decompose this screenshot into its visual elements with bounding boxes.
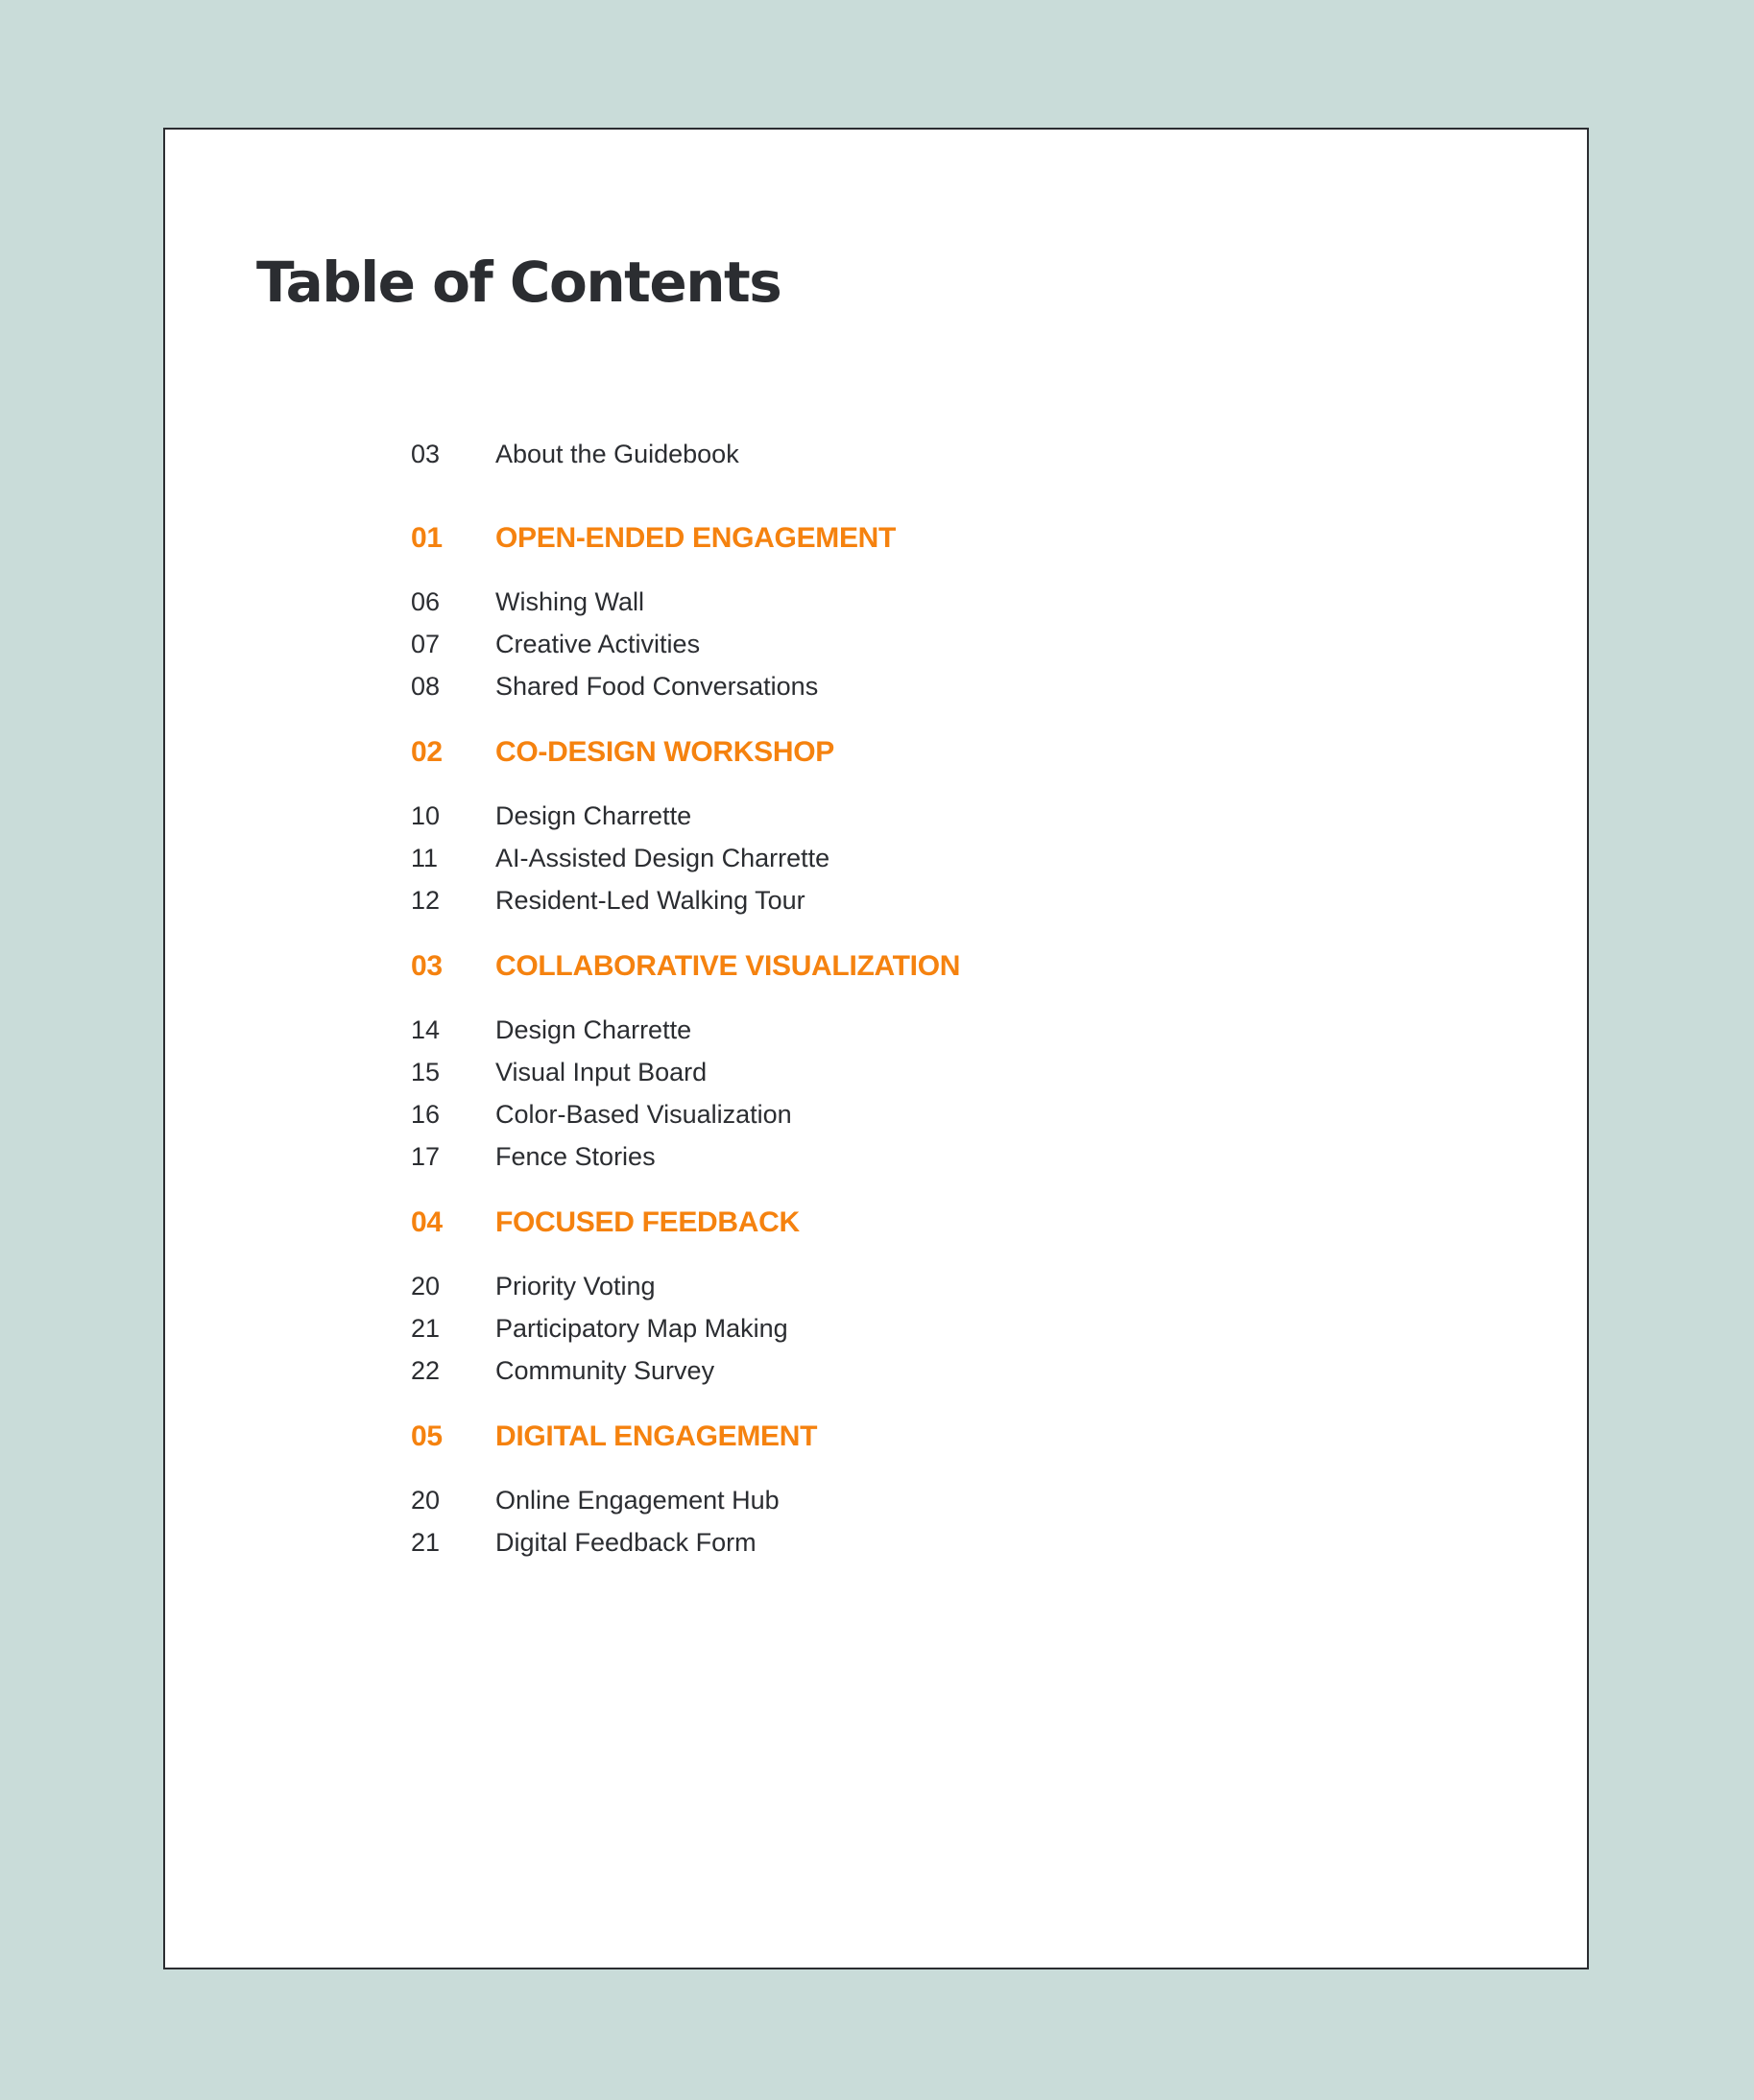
toc-page-number: 06 <box>411 587 441 616</box>
toc-entry-label: Design Charrette <box>495 1015 692 1044</box>
page-title: Table of Contents <box>256 250 781 315</box>
toc-page-number: 08 <box>411 672 441 701</box>
section-number: 04 <box>411 1206 443 1238</box>
toc-entry[interactable] <box>411 1349 1467 1392</box>
section-title: OPEN-ENDED ENGAGEMENT <box>495 522 897 554</box>
toc-entry-label: AI-Assisted Design Charrette <box>495 844 830 872</box>
toc-entry[interactable] <box>411 879 1467 921</box>
toc-entry-label: Participatory Map Making <box>495 1314 788 1343</box>
toc-section-heading[interactable] <box>411 729 1467 776</box>
toc-page-number: 12 <box>411 886 441 915</box>
section-number: 03 <box>411 950 443 982</box>
toc-entry[interactable] <box>411 623 1467 665</box>
section-title: COLLABORATIVE VISUALIZATION <box>495 950 961 982</box>
toc-page-number: 11 <box>411 844 439 872</box>
toc-entry[interactable] <box>411 1093 1467 1135</box>
toc-page-number: 22 <box>411 1356 441 1385</box>
toc-page-number: 20 <box>411 1272 441 1301</box>
toc-entry-label: Digital Feedback Form <box>495 1528 757 1557</box>
toc-entry-label: Resident-Led Walking Tour <box>495 886 805 915</box>
toc-entry-label: Community Survey <box>495 1356 715 1385</box>
toc-entry[interactable] <box>411 1009 1467 1051</box>
toc-page-number: 21 <box>411 1314 441 1343</box>
section-title: DIGITAL ENGAGEMENT <box>495 1420 818 1452</box>
toc-entry[interactable] <box>411 1521 1467 1563</box>
toc-entry-label: Priority Voting <box>495 1272 656 1301</box>
toc-entry-label: Color-Based Visualization <box>495 1100 792 1129</box>
toc-entry-label: Shared Food Conversations <box>495 672 819 701</box>
table-of-contents <box>411 433 1467 1563</box>
toc-entry[interactable] <box>411 1265 1467 1307</box>
toc-section-heading[interactable] <box>411 515 1467 561</box>
toc-entry-intro[interactable] <box>411 433 1467 475</box>
toc-entry[interactable] <box>411 1307 1467 1349</box>
toc-page-number: 16 <box>411 1100 441 1129</box>
toc-page-number: 20 <box>411 1486 441 1515</box>
toc-entry[interactable] <box>411 581 1467 623</box>
toc-page-number: 07 <box>411 630 441 658</box>
toc-page-number: 15 <box>411 1058 441 1086</box>
toc-entry-label: Visual Input Board <box>495 1058 708 1086</box>
toc-entry[interactable] <box>411 665 1467 707</box>
toc-entry[interactable] <box>411 795 1467 837</box>
toc-entry[interactable] <box>411 1479 1467 1521</box>
section-title: CO-DESIGN WORKSHOP <box>495 736 834 768</box>
toc-section-heading[interactable] <box>411 943 1467 990</box>
section-number: 01 <box>411 522 443 554</box>
toc-entry[interactable] <box>411 1135 1467 1178</box>
toc-section-heading[interactable] <box>411 1200 1467 1246</box>
section-number: 02 <box>411 736 443 768</box>
toc-entry[interactable] <box>411 1051 1467 1093</box>
toc-section-heading[interactable] <box>411 1414 1467 1460</box>
section-number: 05 <box>411 1420 443 1452</box>
toc-page-number: 10 <box>411 801 441 830</box>
document-page <box>163 128 1589 1969</box>
toc-entry-label: Online Engagement Hub <box>495 1486 780 1515</box>
toc-entry-label: Design Charrette <box>495 801 692 830</box>
toc-entry-label: Creative Activities <box>495 630 701 658</box>
toc-page-number: 17 <box>411 1142 441 1171</box>
toc-page-number: 03 <box>411 440 441 468</box>
toc-entry-label: Fence Stories <box>495 1142 656 1171</box>
toc-entry-label: Wishing Wall <box>495 587 645 616</box>
toc-page-number: 21 <box>411 1528 441 1557</box>
toc-page-number: 14 <box>411 1015 441 1044</box>
toc-entry[interactable] <box>411 837 1467 879</box>
toc-entry-label: About the Guidebook <box>495 440 739 468</box>
section-title: FOCUSED FEEDBACK <box>495 1206 800 1238</box>
